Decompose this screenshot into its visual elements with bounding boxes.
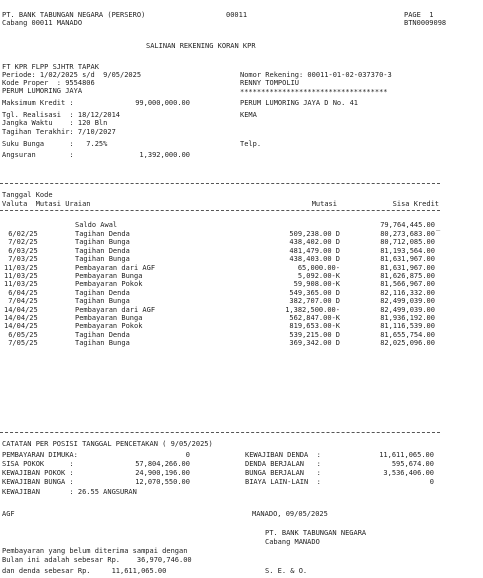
cell-mutasi: 549,365.00 D [289, 288, 340, 297]
address-line-1: PERUM LUMORING JAYA D No. 41 [240, 99, 359, 107]
summary-value: 3,536,406.00 [383, 469, 434, 477]
customer-name: RENNY TOMPOLIU [240, 79, 300, 87]
cell-description: Pembayaran Pokok [75, 322, 143, 331]
summary-label: KEWAJIBAN DENDA : [245, 451, 321, 459]
cell-date: 14/04/25 [4, 314, 38, 322]
separator-stars: *********************************** [240, 88, 388, 96]
opening-balance-value: 79,764,445.00 [380, 221, 435, 229]
summary-value: 57,804,266.00 [135, 460, 190, 468]
table-row [0, 238, 483, 246]
table-head-line-1: Tanggal Kode [2, 191, 53, 199]
document-title: SALINAN REKENING KORAN KPR [146, 42, 256, 50]
cell-balance: 81,193,564.00 [380, 246, 435, 255]
cell-mutasi: 438,402.00 D [289, 238, 340, 247]
cell-mutasi: 65,000.00- [297, 263, 340, 272]
proper-code: Kode Proper : 9554806 [2, 79, 95, 87]
cell-description: Tagihan Bunga [75, 255, 130, 264]
cell-balance: 81,936,192.00 [380, 314, 435, 322]
cell-balance: 81,626,875.00 [380, 272, 435, 280]
cell-mutasi: 509,238.00 D [289, 230, 340, 238]
table-row [0, 272, 483, 280]
last-bill: Tagihan Terakhir: 7/10/2027 [2, 128, 116, 136]
cell-description: Tagihan Bunga [75, 297, 130, 306]
cell-date: 14/04/25 [4, 322, 38, 331]
cell-mutasi: 539,215.00 D [289, 330, 340, 339]
summary-label: KEWAJIBAN POKOK : [2, 469, 74, 477]
table-row [0, 255, 483, 263]
installment-value: 1,392,000.00 [139, 151, 190, 159]
table-row [0, 230, 483, 238]
place-date: MANADO, 09/05/2025 [252, 510, 328, 518]
cell-description: Pembayaran Pokok [75, 280, 143, 289]
reference-code: BTN0009098 [404, 19, 447, 27]
cell-mutasi: 59,908.00-K [293, 280, 340, 289]
cell-mutasi: 5,092.00-K [297, 272, 340, 280]
cell-date: 11/03/25 [4, 263, 38, 272]
summary-label: SISA POKOK : [2, 460, 74, 468]
kewajiban-installments: KEWAJIBAN : 26.55 ANGSURAN [2, 488, 137, 496]
column-balance: Sisa Kredit [392, 200, 439, 208]
summary-label: PEMBAYARAN DIMUKA: [2, 451, 78, 459]
branch-code: 00011 [226, 11, 248, 19]
cell-description: Tagihan Denda [75, 330, 130, 339]
loan-term: Jangka Waktu : 120 Bln [2, 119, 108, 127]
summary-value: 24,900,196.00 [135, 469, 190, 477]
summary-label: KEWAJIBAN BUNGA : [2, 478, 74, 486]
interest-rate: Suku Bunga : 7.25% [2, 140, 108, 148]
address-line-2: KEMA [240, 111, 257, 119]
cell-date: 11/03/25 [4, 280, 38, 289]
product-name: FT KPR FLPP SJHTR TAPAK [2, 63, 99, 71]
cell-description: Tagihan Bunga [75, 339, 130, 348]
cell-balance: 82,499,039.00 [380, 297, 435, 306]
cell-date: 11/03/25 [4, 272, 38, 280]
cell-description: Tagihan Denda [75, 230, 130, 238]
divider [0, 210, 440, 211]
cell-date: 6/04/25 [4, 288, 38, 297]
cell-mutasi: 1,382,500.00- [285, 305, 340, 314]
footer-note-1: Pembayaran yang belum diterima sampai dengan [2, 547, 188, 555]
cell-balance: 81,566,967.00 [380, 280, 435, 289]
cell-description: Tagihan Bunga [75, 238, 130, 247]
footer-note-3: dan denda sebesar Rp. 11,611,065.00 [2, 567, 167, 575]
cell-date: 14/04/25 [4, 305, 38, 314]
max-credit-label: Maksimum Kredit : [2, 99, 74, 107]
cell-description: Tagihan Denda [75, 246, 130, 255]
divider [0, 183, 440, 184]
cell-balance: 80,712,085.00 [380, 238, 435, 247]
table-row [0, 339, 483, 347]
cell-balance: 81,631,967.00 [380, 255, 435, 264]
cell-description: Pembayaran Bunga [75, 272, 143, 280]
max-credit-value: 99,000,000.00 [135, 99, 190, 107]
cell-balance: 81,116,539.00 [380, 322, 435, 331]
cell-date: 7/02/25 [4, 238, 38, 247]
cell-date: 7/05/25 [4, 339, 38, 348]
table-row [0, 331, 483, 339]
summary-value: 0 [429, 478, 434, 486]
cell-mutasi: 369,342.00 D [289, 339, 340, 348]
cell-mutasi: 382,707.00 D [289, 297, 340, 306]
table-row [0, 322, 483, 330]
opening-balance-mark: _ [436, 223, 441, 231]
table-row [0, 306, 483, 314]
footer-bank: PT. BANK TABUNGAN NEGARA [265, 529, 367, 537]
project-name: PERUM LUMORING JAYA [2, 87, 83, 95]
cell-balance: 81,655,754.00 [380, 330, 435, 339]
table-head-line-2: Valuta Mutasi Uraian [2, 200, 91, 208]
summary-value: 595,674.00 [391, 460, 434, 468]
cell-date: 7/04/25 [4, 297, 38, 306]
cell-description: Tagihan Denda [75, 288, 130, 297]
table-row [0, 314, 483, 322]
branch-name: Cabang 00011 MANADO [2, 19, 83, 27]
cell-mutasi: 438,403.00 D [289, 255, 340, 264]
column-mutasi: Mutasi [311, 200, 337, 208]
cell-date: 6/03/25 [4, 246, 38, 255]
cell-description: Pembayaran Bunga [75, 314, 143, 322]
footer-note-2: Bulan ini adalah sebesar Rp. 36,970,746.00 [2, 556, 192, 564]
footer-branch: Cabang MANADO [265, 538, 320, 546]
cell-mutasi: 562,847.00-K [289, 314, 340, 322]
summary-label: BUNGA BERJALAN : [245, 469, 321, 477]
realization-date: Tgl. Realisasi : 18/12/2014 [2, 111, 121, 119]
installment-label: Angsuran : [2, 151, 74, 159]
cell-balance: 82,499,039.00 [380, 305, 435, 314]
cell-date: 6/05/25 [4, 330, 38, 339]
summary-value: 0 [185, 451, 190, 459]
account-number: Nomor Rekening: 00011-01-02-037370-3 [240, 71, 392, 79]
summary-title: CATATAN PER POSISI TANGGAL PENCETAKAN ( 9/05/2025) [2, 440, 213, 448]
opening-balance-label: Saldo Awal [75, 221, 118, 229]
cell-balance: 82,025,096.00 [380, 339, 435, 348]
cell-balance: 81,631,967.00 [380, 263, 435, 272]
cell-balance: 82,116,332.00 [380, 288, 435, 297]
summary-value: 11,611,065.00 [379, 451, 434, 459]
cell-date: 7/03/25 [4, 255, 38, 264]
table-row [0, 247, 483, 255]
signature-mark: S. E. & O. [265, 567, 308, 575]
period: Periode: 1/02/2025 s/d 9/05/2025 [2, 71, 142, 79]
divider [0, 432, 440, 433]
table-row [0, 280, 483, 288]
page-number: PAGE 1 [404, 11, 434, 19]
cell-description: Pembayaran dari AGF [75, 263, 156, 272]
agf-label: AGF [2, 510, 15, 518]
table-row [0, 264, 483, 272]
phone: Telp. [240, 140, 262, 148]
cell-date: 6/02/25 [4, 230, 38, 238]
cell-mutasi: 819,653.00-K [289, 322, 340, 331]
table-row [0, 297, 483, 305]
summary-value: 12,070,550.00 [135, 478, 190, 486]
bank-name: PT. BANK TABUNGAN NEGARA (PERSERO) [2, 11, 146, 19]
cell-description: Pembayaran dari AGF [75, 305, 156, 314]
table-row [0, 289, 483, 297]
summary-label: DENDA BERJALAN : [245, 460, 321, 468]
summary-label: BIAYA LAIN-LAIN : [245, 478, 321, 486]
cell-balance: 80,273,683.00 [380, 230, 435, 238]
cell-mutasi: 481,479.00 D [289, 246, 340, 255]
